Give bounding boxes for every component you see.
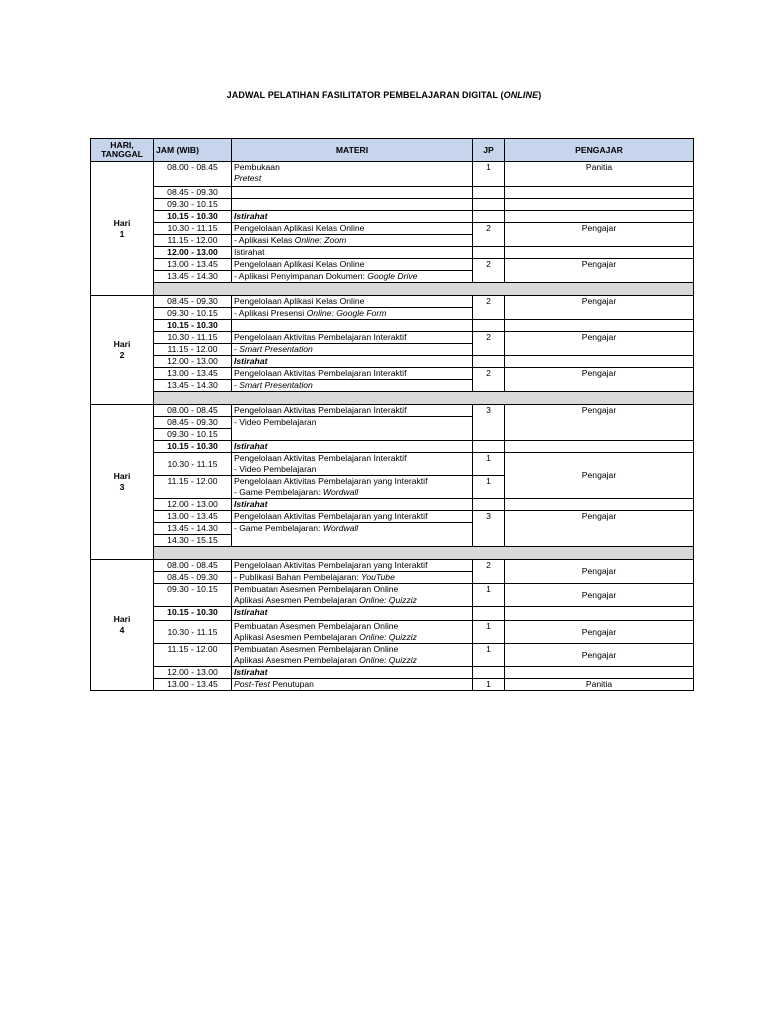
jp-cell: 1 [473,679,505,691]
materi-text: - Game Pembelajaran: [234,487,323,497]
materi-cell: Istirahat [232,667,473,679]
materi-cell [232,308,473,320]
jp-cell: 1 [473,584,505,607]
materi-cell: Istirahat [232,499,473,511]
jp-cell: 2 [473,560,505,584]
table-row [91,259,694,271]
jp-cell: 1 [473,621,505,644]
jp-cell [473,320,505,332]
teacher-cell [505,211,694,223]
table-row [91,199,694,211]
header-jp: JP [473,139,505,162]
day-number: 2 [119,350,125,360]
materi-text: Online: Zoom [294,235,347,245]
materi-cell: Pengelolaan Aktivitas Pembelajaran Interaktif [232,332,473,344]
jp-cell [473,187,505,199]
schedule-table [90,138,694,691]
teacher-cell [505,607,694,621]
materi-cell: Pengelolaan Aktivitas Pembelajaran yang Interaktif [232,560,473,572]
table-row [91,499,694,511]
teacher-cell [505,320,694,332]
table-row [91,644,694,667]
teacher-cell: Pengajar [505,511,694,547]
jp-cell: 2 [473,332,505,356]
day-cell [91,560,154,691]
time-cell: 08.00 - 08.45 [154,162,232,187]
jp-cell [473,247,505,259]
materi-cell [232,235,473,247]
materi-cell [232,679,473,691]
teacher-cell: Pengajar [505,223,694,247]
jp-cell [473,667,505,679]
materi-text: - Aplikasi Kelas [234,235,295,245]
header-day-line: HARI, [110,140,134,150]
teacher-cell: Pengajar [505,644,694,667]
materi-text: YouTube [361,572,395,582]
teacher-cell: Pengajar [505,259,694,283]
table-row [91,187,694,199]
separator-row [91,547,694,560]
time-cell: 11.15 - 12.00 [154,476,232,499]
day-number: 3 [119,482,125,492]
materi-text: Wordwall [322,523,359,533]
materi-text: - Aplikasi Penyimpanan Dokumen: [234,271,368,281]
table-row [91,368,694,380]
table-header-row [91,139,694,162]
teacher-cell [505,187,694,199]
table-row [91,320,694,332]
table-row [91,247,694,259]
separator-row [91,283,694,296]
header-materi: MATERI [232,139,473,162]
table-row [91,332,694,344]
materi-cell: Istirahat [232,607,473,621]
teacher-cell: Panitia [505,679,694,691]
jp-cell: 2 [473,223,505,247]
time-cell: 10.15 - 10.30 [154,211,232,223]
time-cell: 13.00 - 13.45 [154,511,232,523]
materi-text: Pengelolaan Aktivitas Pembelajaran yang Interaktif [234,476,428,486]
materi-cell [232,476,473,499]
header-teacher: PENGAJAR [505,139,694,162]
table-row [91,296,694,308]
teacher-cell: Pengajar [505,368,694,392]
time-cell: 13.45 - 14.30 [154,523,232,535]
jp-cell [473,199,505,211]
materi-cell [232,584,473,607]
materi-text: Online: Quizziz [359,632,417,642]
table-row [91,211,694,223]
materi-text: Pengelolaan Aktivitas Pembelajaran Interaktif [234,453,407,463]
materi-text: Pembuatan Asesmen Pembelajaran Online [234,644,399,654]
table-row [91,453,694,476]
time-cell: 10.30 - 11.15 [154,223,232,235]
materi-cell [232,320,473,332]
materi-cell [232,271,473,283]
title-text: JADWAL PELATIHAN FASILITATOR PEMBELAJARAN DIGITAL ( [226,90,504,100]
materi-text: Smart Presentation [239,380,313,390]
time-cell: 08.45 - 09.30 [154,572,232,584]
materi-text: - Game Pembelajaran: [234,523,323,533]
separator-cell [154,283,694,296]
materi-text: - Video Pembelajaran [234,464,317,474]
time-cell: 09.30 - 10.15 [154,429,232,441]
header-time: JAM (WIB) [154,139,232,162]
materi-cell [232,572,473,584]
separator-cell [154,547,694,560]
time-cell: 11.15 - 12.00 [154,644,232,667]
materi-cell [232,644,473,667]
materi-text: Penutupan [269,679,314,689]
day-number: 4 [119,625,125,635]
time-cell: 08.45 - 09.30 [154,187,232,199]
header-day-line: TANGGAL [101,149,143,159]
time-cell: 09.30 - 10.15 [154,584,232,607]
time-cell: 10.30 - 11.15 [154,453,232,476]
separator-cell [154,392,694,405]
time-cell: 10.15 - 10.30 [154,607,232,621]
teacher-cell: Pengajar [505,584,694,607]
time-cell: 09.30 - 10.15 [154,308,232,320]
jp-cell: 1 [473,453,505,476]
materi-cell [232,621,473,644]
separator-row [91,392,694,405]
table-row [91,162,694,187]
time-cell: 10.30 - 11.15 [154,332,232,344]
time-cell: 08.00 - 08.45 [154,560,232,572]
jp-cell: 1 [473,162,505,187]
time-cell: 13.45 - 14.30 [154,271,232,283]
jp-cell: 2 [473,296,505,320]
table-row [91,560,694,572]
table-row [91,679,694,691]
teacher-cell: Pengajar [505,453,694,499]
jp-cell [473,211,505,223]
materi-text: Pembukaan [234,162,280,172]
materi-cell [232,523,473,547]
jp-cell [473,441,505,453]
teacher-cell [505,356,694,368]
table-row [91,511,694,523]
teacher-cell: Pengajar [505,296,694,320]
materi-cell: Pengelolaan Aplikasi Kelas Online [232,223,473,235]
materi-cell [232,380,473,392]
time-cell: 10.15 - 10.30 [154,320,232,332]
day-cell [91,405,154,560]
teacher-cell [505,499,694,511]
jp-cell: 3 [473,405,505,441]
teacher-cell: Pengajar [505,405,694,441]
table-row [91,223,694,235]
table-row [91,607,694,621]
materi-cell: Pengelolaan Aplikasi Kelas Online [232,259,473,271]
jp-cell: 3 [473,511,505,547]
teacher-cell [505,199,694,211]
materi-cell: Pengelolaan Aktivitas Pembelajaran Interaktif [232,405,473,417]
time-cell: 14.30 - 15.15 [154,535,232,547]
materi-text: Online: Google Form [306,308,387,318]
title-online: ONLINE [503,90,539,100]
materi-text: Google Drive [367,271,418,281]
time-cell: 08.45 - 09.30 [154,296,232,308]
day-cell [91,296,154,405]
materi-cell [232,187,473,199]
time-cell: 12.00 - 13.00 [154,499,232,511]
time-cell: 11.15 - 12.00 [154,235,232,247]
jp-cell [473,607,505,621]
jp-cell: 2 [473,259,505,283]
materi-cell: Istirahat [232,211,473,223]
time-cell: 12.00 - 13.00 [154,667,232,679]
teacher-cell [505,667,694,679]
jp-cell: 1 [473,644,505,667]
time-cell: 08.00 - 08.45 [154,405,232,417]
time-cell: 10.30 - 11.15 [154,621,232,644]
table-row [91,441,694,453]
teacher-cell [505,247,694,259]
teacher-cell: Pengajar [505,332,694,356]
materi-cell: Istirahat [232,441,473,453]
materi-text: Pretest [234,173,262,183]
time-cell: 11.15 - 12.00 [154,344,232,356]
teacher-cell: Pengajar [505,621,694,644]
time-cell: 10.15 - 10.30 [154,441,232,453]
teacher-cell: Panitia [505,162,694,187]
materi-text: Wordwall [322,487,359,497]
materi-cell: Pengelolaan Aktivitas Pembelajaran yang Interaktif [232,511,473,523]
materi-cell [232,199,473,211]
materi-cell [232,344,473,356]
time-cell: 13.00 - 13.45 [154,259,232,271]
day-number: 1 [119,228,125,239]
table-row [91,667,694,679]
teacher-cell: Pengajar [505,560,694,584]
materi-cell [232,453,473,476]
time-cell: 13.00 - 13.45 [154,368,232,380]
day-label: Hari [113,471,131,481]
document-title [0,90,768,100]
materi-cell: Istirahat [232,247,473,259]
time-cell: 08.45 - 09.30 [154,417,232,429]
title-close: ) [538,90,542,100]
header-day [91,139,154,162]
time-cell: 12.00 - 13.00 [154,356,232,368]
materi-cell: Istirahat [232,356,473,368]
materi-text: - Aplikasi Presensi [234,308,307,318]
materi-text: Pembuatan Asesmen Pembelajaran Online [234,584,399,594]
jp-cell [473,499,505,511]
materi-text: Smart Presentation [239,344,313,354]
materi-cell [232,162,473,187]
teacher-cell [505,441,694,453]
materi-cell: Pengelolaan Aplikasi Kelas Online [232,296,473,308]
materi-text: Aplikasi Asesmen Pembelajaran [234,655,360,665]
table-row [91,584,694,607]
materi-cell: - Video Pembelajaran [232,417,473,441]
table-row [91,621,694,644]
jp-cell: 2 [473,368,505,392]
materi-text: Aplikasi Asesmen Pembelajaran [234,632,360,642]
day-label: Hari [113,217,131,228]
materi-cell: Pengelolaan Aktivitas Pembelajaran Interaktif [232,368,473,380]
jp-cell [473,356,505,368]
time-cell: 13.45 - 14.30 [154,380,232,392]
materi-text: - [234,380,240,390]
day-label: Hari [113,614,131,624]
day-label: Hari [113,339,131,349]
materi-text: - [234,344,240,354]
materi-text: - Publikasi Bahan Pembelajaran: [234,572,362,582]
time-cell: 13.00 - 13.45 [154,679,232,691]
day-cell [91,162,154,296]
materi-text: Pembuatan Asesmen Pembelajaran Online [234,621,399,631]
jp-cell: 1 [473,476,505,499]
time-cell: 09.30 - 10.15 [154,199,232,211]
materi-text: Online: Quizziz [359,655,417,665]
table-row [91,405,694,417]
materi-text: Post-Test [234,679,270,689]
materi-text: Aplikasi Asesmen Pembelajaran [234,595,360,605]
time-cell: 12.00 - 13.00 [154,247,232,259]
table-row [91,356,694,368]
materi-text: Online: Quizziz [359,595,417,605]
